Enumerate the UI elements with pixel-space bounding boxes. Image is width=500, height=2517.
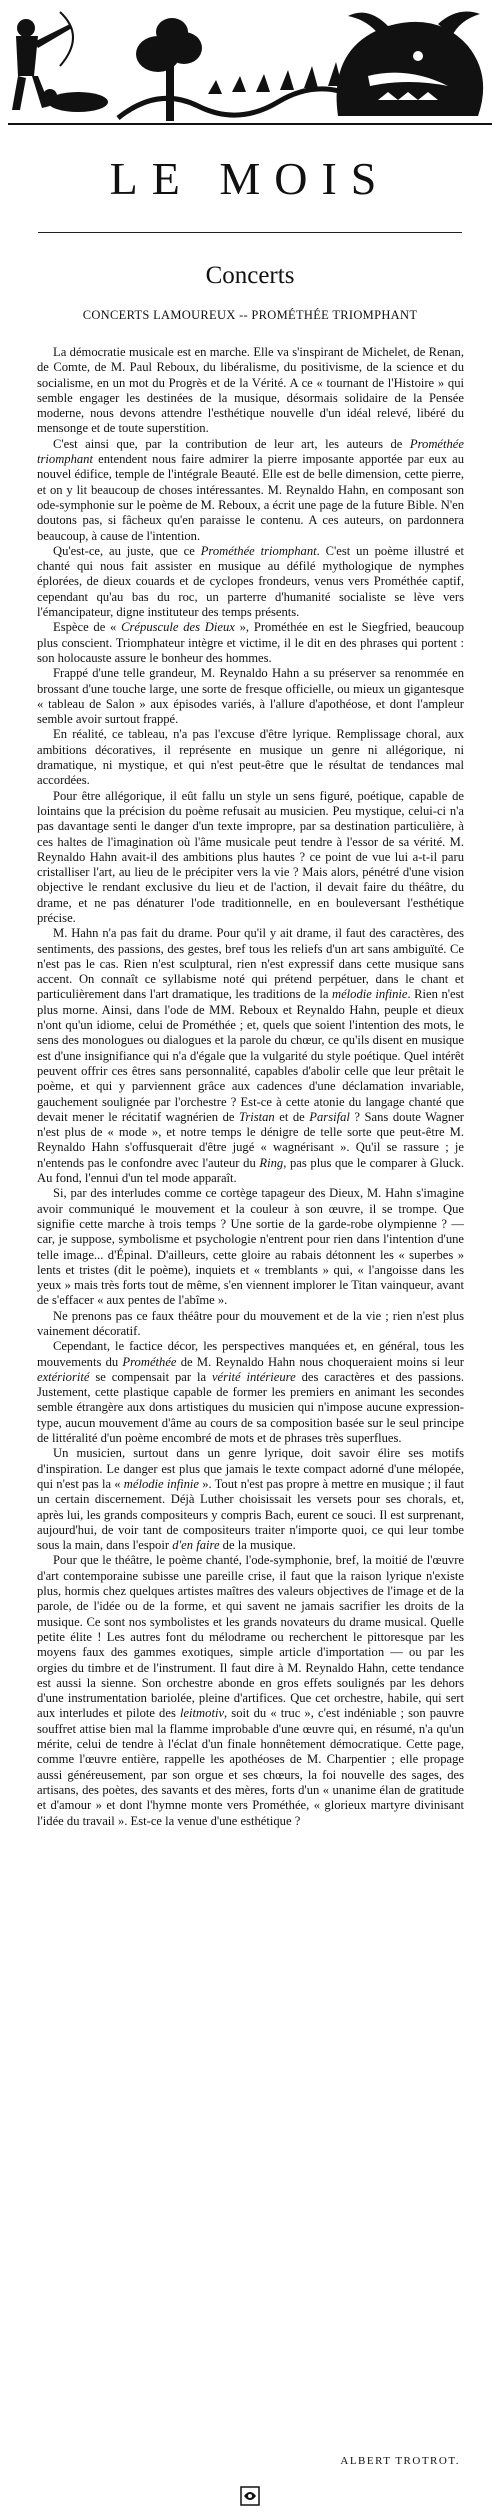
paragraph: Cependant, le factice décor, les perspectives manquées et, en général, tous les mouvements du Prométhée de M. Reynaldo Hahn nous choqueraient moins si leur extériorité se compensait par la vérité intérieure des caractères et des passions. Justement, cette plastique capable de former les premiers en animant les secondes semble étrangère aux dons artistiques du musicien qui n'impose aucune expression-type, aucun mouvement d'âme au cours de sa composition basée sur le seul principe de littéralité d'un poème encombré de mots et de phrases très superflues. bbox=[37, 1339, 465, 1446]
title-rule bbox=[38, 232, 462, 233]
paragraph: En réalité, ce tableau, n'a pas l'excuse d'être lyrique. Remplissage choral, aux ambitions décoratives, il représente en musique un genre ni allégorique, ni dramatique, ni mystique, et qui n'est peut-être que le résultat de tendances mal accordées. bbox=[37, 727, 464, 788]
author-signature: ALBERT TROTROT. bbox=[340, 2455, 460, 2467]
paragraph: Pour que le théâtre, le poème chanté, l'ode-symphonie, bref, la moitié de l'œuvre d'art contemporaine subisse une pareille crise, il faut que la raison lyrique n'existe plus, hormis chez quelques artistes maîtres des valeurs objectives de l'image et de la parole, de l'idée ou de la forme, et qui savent ne jamais sacrifier les droits de la musique. Ce sont nos symbolistes et les grands novateurs du drame musical. Quelle petite élite ! Les autres font du mélodrame ou recherchent le pittoresque par les moyens faux des gammes exotiques, simple article d'importation — ou par les orgies du timbre et de l'instrument. Il faut dire à M. Reynaldo Hahn, cette tendance est aussi la sienne. Son orchestre abonde en gros effets soulignés par les dehors d'une instrumentation bariolée, pleine d'artifices. Que cet orchestre, habile, qui sert aux interludes et pilote des leitmotiv, soit du « truc », c'est indéniable ; son pauvre souffret attise bien mal la flamme improbable d'une œuvre qui, en résumé, n'a qu'un mérite, celui de tendre à l'éclat d'un finale honnêtement démocratique. Cette page, comme l'œuvre entière, rappelle les apothéoses de M. Charpentier ; elle propage aussi généreusement, par son orgue et ses chœurs, la foi nouvelle des sages, des artisans, des poètes, des savants et des mères, forts d'un « unanime élan de gratitude et d'amour » et dont l'hymne monte vers Prométhée, « glorieux martyre divinisant l'idée du travail ». Est-ce la venue d'une esthétique ? bbox=[37, 1553, 464, 1828]
paragraph: Pour être allégorique, il eût fallu un style un sens figuré, poétique, capable de lointains que la précision du poème refusait au musicien. Peu mystique, celui-ci n'a pas davantage senti le danger d'un texte impropre, par sa destination particulière, à ces haltes de l'imagination où l'âme musicale peut tendre à l'essor de sa vérité. M. Reynaldo Hahn avait-il des ambitions plus hautes ? ce point de vue lui a-t-il paru cristalliser l'art, au lieu de le précipiter vers la vie ? Mais alors, pénétré d'une vision objective le rendant exclusive du lieu et de l'action, il devait faire du théâtre, du drame, et ne pas dénaturer l'ode traditionnelle, en en bouleversant l'esthétique précise. bbox=[37, 788, 464, 925]
article-headline: CONCERTS LAMOUREUX -- PROMÉTHÉE TRIOMPHANT bbox=[82, 308, 418, 322]
fleuron-ornament-icon bbox=[240, 2486, 260, 2506]
paragraph: Si, par des interludes comme ce cortège tapageur des Dieux, M. Hahn s'imagine avoir communiqué le mouvement et la couleur à son œuvre, il se trompe. Que signifie cette marche à trois temps ? Une sortie de la garde-robe olympienne ? — car, je suppose, symbolisme et psychologie n'entrent pour rien dans l'intention d'une telle image... d'Épinal. D'ailleurs, cette gloire au rabais détonnent les « superbes » lents et tristes (dit le poème), inquiets et « tremblants » qui, « l'angoisse dans les yeux » mais très forts tout de même, s'en viennent implorer le Titan vainqueur, avant de s'effacer « aux pentes de l'abîme ». bbox=[37, 1186, 464, 1308]
paragraph: Un musicien, surtout dans un genre lyrique, doit savoir élire ses motifs d'inspiration. Le danger est plus que jamais le texte compact adorné d'une mélopée, qui n'est pas la « mélodie infinie ». Tout n'est pas propre à mettre en musique ; il faut un certain discernement. Déjà Luther choisissait les versets pour ses chorals, et, après lui, les grands compositeurs y compris Bach, eurent ce souci. Il est surprenant, aujourd'hui, de voir tant de compositeurs traiter n'importe quoi, ce qui leur tombe sous la main, dans l'espoir d'en faire de la musique. bbox=[37, 1446, 464, 1553]
magazine-title: LE MOIS bbox=[109, 153, 391, 204]
paragraph: Qu'est-ce, au juste, que ce Prométhée triomphant. C'est un poème illustré et chanté qui nous fait assister en musique au défilé mythologique de nymphes éplorées, de dieux couards et de cyclopes frondeurs, venus vers Prométhée captif, cependant qu'au bas du roc, un parterre d'humanité socialiste se lève vers l'émancipateur, digne instituteur des temps présents. bbox=[37, 543, 464, 620]
paragraph: Frappé d'une telle grandeur, M. Reynaldo Hahn a su préserver sa renommée en brossant d'une touche large, une sorte de fresque officielle, ou mieux un gigantesque « tableau de Salon » aux épisodes variés, à l'allure d'apothéose, et dont l'ampleur semble avoir surtout frappé. bbox=[37, 666, 464, 727]
paragraph: Ne prenons pas ce faux théâtre pour du mouvement et de la vie ; rien n'est plus vainement décoratif. bbox=[37, 1308, 464, 1338]
paragraph: M. Hahn n'a pas fait du drame. Pour qu'il y ait drame, il faut des caractères, des sentiments, des passions, des gestes, bref tous les reliefs d'un art sans ambiguïté. Ce n'est pas le cas. Rien n'est sculptural, rien n'est expressif dans cette musique sans accent. On connaît ce syllabisme noté qui prétend perpétuer, dans le chant et particulièrement dans l'art dramatique, les traditions de la mélodie infinie. Rien n'est plus morne. Ainsi, dans l'ode de MM. Reboux et Reynaldo Hahn, peuple et dieux n'ont qu'un idiome, celui de Prométhée ; et, quels que soient l'intention des mots, le sens des monologues ou dialogues et la parole du chœur, ce qu'ils disent en musique est d'une insignifiance qui n'a d'égale que la vulgarité du style poétique. Quel intérêt peuvent offrir ces êtres sans personnalité, capables d'abolir celle que leur prêtait le poème, et qui y parviennent grâce aux cadences d'une déclamation invariable, gauchement soulignée par l'orchestre ? Est-ce à cette atonie du langage chanté que devait mener le récitatif wagnérien de Tristan et de Parsifal ? Sans doute Wagner n'est plus de « mode », et notre temps le dénigre de telle sorte que peut-être M. Reynaldo Hahn s'offusquerait d'être jugé « wagnérisant ». Qu'il se rassure ; je n'entends pas le confondre avec l'auteur du Ring, pas plus que le comparer à Gluck. Au fond, l'ennui d'un tel mode apparaît. bbox=[37, 926, 465, 1186]
paragraph: Espèce de « Crépuscule des Dieux », Prométhée en est le Siegfried, beaucoup plus conscient. Triomphateur intègre et victime, il le dit en des phrases qui portent : son holocauste assure le bonheur des hommes. bbox=[37, 620, 464, 665]
paragraph: C'est ainsi que, par la contribution de leur art, les auteurs de Prométhée triomphant entendent nous faire admirer la pierre imposante apportée par eux au nouvel édifice, temple de l'intégrale Beauté. Elle est de belle dimension, cette pierre, et on y lit beaucoup de choses intéressantes. M. Reynaldo Hahn, en composant son ode-symphonie sur le poème de M. Reboux, a écrit une page de la future Bible. N'en doutons pas, si fâcheux qu'en paraisse le contenu. A ces auteurs, on pardonnera beaucoup, à cause de l'intention. bbox=[37, 436, 464, 543]
decorative-dragon-vignette-icon bbox=[8, 6, 492, 128]
paragraph: La démocratie musicale est en marche. Elle va s'inspirant de Michelet, de Renan, de Comte, de M. Paul Reboux, du libéralisme, du positivisme, de la science et du socialisme, en un mot du Progrès et de la Vérité. A ce « tournant de l'Histoire » qui semble engager les destinées de la musique, désormais solidaire de la Pensée moderne, nous devons attendre l'esthétique nouvelle d'un idéal relevé, libéré du mensonge et de toute superstition. bbox=[37, 345, 464, 436]
article-body bbox=[37, 345, 464, 1829]
section-title: Concerts bbox=[205, 262, 295, 289]
